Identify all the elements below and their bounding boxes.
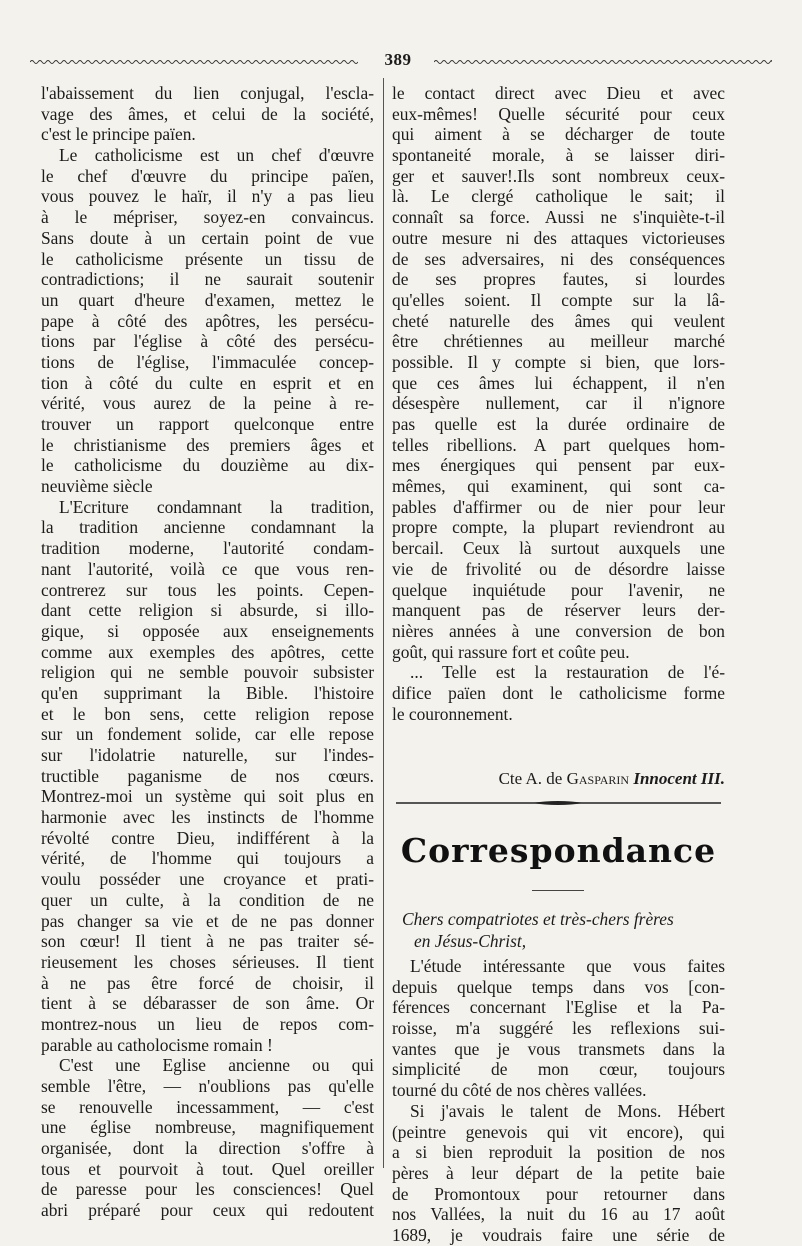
text-line: que ces âmes lui échappent, il n'en — [392, 372, 725, 393]
text-line: désespère nullement, car il n'ignore — [392, 393, 725, 414]
title-underline — [532, 890, 584, 891]
salutation-line: en Jésus-Christ, — [414, 931, 527, 951]
text-line: qui aiment à se décharger de toute — [392, 124, 725, 145]
article-ending — [392, 83, 725, 724]
text-line: outre mesure ni des attaques victorieuses — [392, 227, 725, 248]
text-line: gique, si opposée aux enseignements — [41, 620, 374, 641]
text-line: là. Le clergé catholique le sait; il — [392, 186, 725, 207]
section-title: Correspondance — [400, 831, 717, 870]
text-line: se renouvelle incessamment, — c'est — [41, 1096, 374, 1117]
text-line: telles ribellions. A part quelques hom- — [392, 434, 725, 455]
text-line: qu'en supprimant la Bible. l'histoire — [41, 682, 374, 703]
text-line: contrerez sur tous les points. Cepen- — [41, 579, 374, 600]
text-line: tient à se débarasser de son âme. Or — [41, 993, 374, 1014]
text-line: de ses propres fautes, si lourdes — [392, 269, 725, 290]
letter-body — [392, 956, 725, 1246]
text-line: organisée, dont la direction s'offre à — [41, 1138, 374, 1159]
signature-author: Gasparin — [566, 769, 630, 788]
signature-work: Innocent III. — [633, 769, 725, 788]
column-divider — [383, 78, 384, 1168]
text-line: quer un culte, à la condition de ne — [41, 889, 374, 910]
text-line: trouver un rapport quelconque entre — [41, 414, 374, 434]
text-line: nières années à une conversion de bon — [392, 620, 725, 641]
text-line: le catholicisme présente un tissu de — [41, 248, 374, 269]
text-line: (peintre genevois qui vit encore), qui — [392, 1121, 725, 1142]
page-number: 389 — [384, 50, 412, 69]
text-line: simplicité de mon cœur, toujours — [392, 1059, 725, 1080]
text-line: depuis quelque temps dans vos [con- — [392, 976, 725, 997]
text-line: Si j'avais le talent de Mons. Hébert — [410, 1100, 725, 1121]
text-line: difice païen dont le catholicisme forme — [392, 682, 725, 703]
text-line: nant l'autorité, voilà ce que vous ren- — [41, 558, 374, 579]
text-line: vérité, de l'homme qui toujours a — [41, 848, 374, 869]
text-line: à ne pas être forcé de choisir, il — [41, 972, 374, 993]
text-line: vage des âmes, et celui de la société, — [41, 103, 374, 124]
text-line: l'abaissement du lien conjugal, l'escla- — [41, 83, 374, 103]
text-line: roisse, m'a suggéré les reflexions sui- — [392, 1018, 725, 1039]
text-line: connaît sa force. Aussi ne s'inquiète-t-il — [392, 207, 725, 228]
text-line: son cœur! Il tient à ne pas traiter sé- — [41, 931, 374, 952]
text-line: religion qui ne semble pouvoir subsister — [41, 662, 374, 683]
header-wavy-rule-right — [434, 59, 772, 65]
text-line: une église nombreuse, magnifiquement — [41, 1117, 374, 1138]
text-line: tourné du côté de nos chères vallées. — [392, 1080, 647, 1101]
text-line: L'étude intéressante que vous faites — [410, 956, 725, 976]
text-line: pères à leur départ de la petite baie — [392, 1162, 725, 1183]
text-line: voulu posséder une croyance et prati- — [41, 869, 374, 890]
text-line: vie de frivolité ou de désordre laisse — [392, 558, 725, 579]
text-line: férences concernant l'Eglise et la Pa- — [392, 997, 725, 1018]
signature-title: Cte — [498, 769, 523, 788]
text-line: de Promontoux pour retourner dans — [392, 1183, 725, 1204]
text-line: vous pouvez le haïr, il n'y a pas lieu — [41, 186, 374, 207]
text-line: et le bon sens, cette religion repose — [41, 703, 374, 724]
text-line: être chrétiennes au meilleur marché — [392, 331, 725, 352]
text-line: le catholicisme du douzième au dix- — [41, 455, 374, 476]
text-line: bercail. Ceux là surtout auxquels une — [392, 538, 725, 559]
page-header — [30, 50, 772, 70]
text-line: ger et sauver!.Ils sont nombreux ceux- — [392, 165, 725, 186]
text-line: révolté contre Dieu, indifférent à la — [41, 827, 374, 848]
text-line: propre compte, la plupart reviendront au — [392, 517, 725, 538]
text-line: sur l'idolatrie naturelle, sur l'indes- — [41, 745, 374, 765]
text-line: comme aux exemples des apôtres, cette — [41, 641, 374, 662]
text-line: le couronnement. — [392, 703, 513, 724]
text-line: la tradition ancienne condamnant la — [41, 517, 374, 538]
text-line: spontaneité morale, à se laisser diri- — [392, 145, 725, 166]
text-line: pape à côté des apôtres, les persécu- — [41, 310, 374, 331]
text-line: c'est le principe païen. — [41, 124, 196, 145]
text-line: eux-mêmes! Quelle sécurité pour ceux — [392, 103, 725, 124]
text-line: contradictions; il ne saurait soutenir — [41, 269, 374, 290]
text-line: harmonie avec les instincts de l'homme — [41, 807, 374, 828]
text-line: montrez-nous un lieu de repos com- — [41, 1013, 374, 1034]
text-line: le contact direct avec Dieu et avec — [392, 83, 725, 103]
text-line: 1689, je voudrais faire une série de — [392, 1224, 725, 1245]
text-line: tradition moderne, l'autorité condam- — [41, 538, 374, 559]
text-line: goût, qui rassure fort et coûte peu. — [392, 641, 630, 662]
text-line: mes énergiques qui pensent par eux- — [392, 455, 725, 476]
text-line: a si bien reproduit la position de nos — [392, 1142, 725, 1163]
text-line: de ses adversaires, ni des conséquences — [392, 248, 725, 269]
text-line: pas changer sa vie et de ne pas donner — [41, 910, 374, 931]
text-line: sur un fondement solide, car elle repose — [41, 724, 374, 745]
text-line: vérité, vous aurez de la peine à re- — [41, 393, 374, 414]
signature-initial: A. de — [525, 769, 563, 788]
header-wavy-rule-left — [30, 59, 358, 65]
text-line: abri préparé pour ceux qui redoutent — [41, 1200, 374, 1221]
text-line: mêmes, qui examinent, qui sont ca- — [392, 476, 725, 497]
text-line: cheté naturelle des âmes qui veulent — [392, 310, 725, 331]
text-line: semble l'être, — n'oublions pas qu'elle — [41, 1076, 374, 1096]
text-line: tions de l'église, l'immaculée concep- — [41, 351, 374, 372]
text-line: qu'elles soient. Il compte sur la lâ- — [392, 289, 725, 310]
article-signature — [392, 769, 725, 789]
text-line: de paresse pour les consciences! Quel — [41, 1179, 374, 1200]
text-line: quelque inquiétude pour l'avenir, ne — [392, 579, 725, 600]
text-line: neuvième siècle — [41, 476, 153, 497]
text-line: tructible paganisme de nos cœurs. — [41, 765, 374, 786]
salutation-line: Chers compatriotes et très-chers frères — [402, 909, 674, 929]
section-divider — [392, 799, 725, 807]
text-line: parable au catholocisme romain ! — [41, 1034, 273, 1055]
right-column — [392, 83, 725, 1245]
text-line: tous et pourvoit à tout. Quel oreiller — [41, 1158, 374, 1179]
text-line: le chef d'œuvre du principe païen, — [41, 165, 374, 186]
left-column — [41, 83, 374, 1221]
text-line: dant cette religion si absurde, si illo- — [41, 600, 374, 621]
text-line: à le mépriser, soyez-en convaincus. — [41, 207, 374, 228]
text-line: pas quelle est la durée ordinaire de — [392, 414, 725, 434]
text-line: possible. Il y compte si bien, que lors- — [392, 351, 725, 372]
text-line: pables d'affirmer ou de nier pour leur — [392, 496, 725, 517]
text-line: rieusement les choses sérieuses. Il tient — [41, 951, 374, 972]
text-line: Le catholicisme est un chef d'œuvre — [59, 145, 374, 166]
text-line: tion à côté du culte en esprit et en — [41, 372, 374, 393]
text-line: ... Telle est la restauration de l'é- — [410, 662, 725, 683]
text-line: nos Vallées, la nuit du 16 au 17 août — [392, 1204, 725, 1225]
text-line: L'Ecriture condamnant la tradition, — [59, 496, 374, 517]
text-line: Sans doute à un certain point de vue — [41, 227, 374, 248]
text-line: vantes que je vous transmets dans la — [392, 1038, 725, 1059]
text-line: C'est une Eglise ancienne ou qui — [59, 1055, 374, 1076]
text-line: manquent pas de réserver leurs der- — [392, 600, 725, 621]
text-line: un quart d'heure d'examen, mettez le — [41, 289, 374, 310]
text-line: tions par l'église à côté des persécu- — [41, 331, 374, 352]
salutation — [402, 908, 725, 952]
text-line: Montrez-moi un système qui soit plus en — [41, 786, 374, 807]
text-line: le christianisme des premiers âges et — [41, 434, 374, 455]
